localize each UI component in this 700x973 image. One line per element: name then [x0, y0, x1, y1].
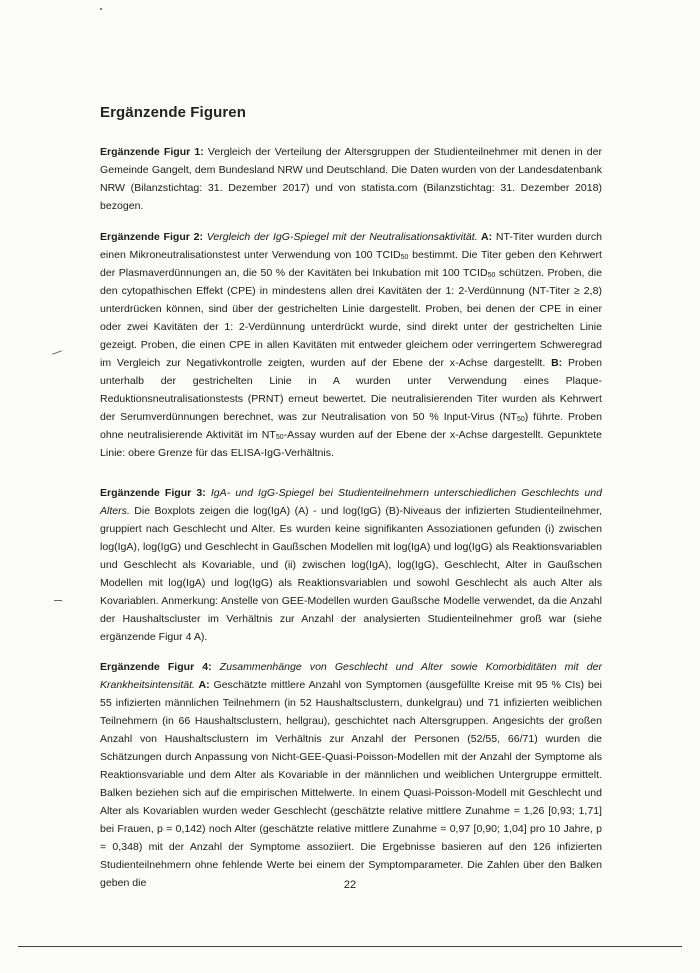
- figure-2-text: Proben unterhalb der gestrichelten Linie in A wurden unter Verwendung eines Plaque-Reduktionsneutralisationstests (PRNT) erneut bewertet. Die neutralisierenden Titer wurden als Kehrwert der Serumverdünnungen berechnet, was zur Neutralisation von 50 % Input-Virus (NT: [100, 357, 602, 423]
- figure-2-text: NT-Titer wurden durch einen Mikroneutralisationstest unter Verwendung von 100 TCID: [100, 231, 602, 261]
- subscript: 50: [400, 254, 409, 261]
- figure-3-text: Die Boxplots zeigen die log(IgA) (A) - und log(IgG) (B)-Niveaus der infizierten Studienteilnehmer, gruppiert nach Geschlecht und Alter. Es wurden keine signifikanten Assoziationen gefunden (i) zwischen log(IgA), log(IgG) und Geschlecht in Gaußschen Modellen mit log(IgA) und log(IgG) als Reaktionsvariablen und Geschlecht als Kovariable, und (ii) zwischen log(IgA), log(IgG), Geschlecht, Alter in Gaußschen Modellen mit log(IgA) und log(IgG) als Reaktionsvariablen und sowohl Geschlecht als auch Alter als Kovariablen. Anmerkung: Anstelle von GEE-Modellen wurden Gaußsche Modelle verwendet, da die Anzahl der Haushaltscluster im Verhältnis zur Anzahl der analysierten Studienteilnehmer groß war (siehe ergänzende Figur 4 A).: [100, 505, 602, 643]
- figure-4-title: Zusammenhänge von Geschlecht und Alter sowie Komorbiditäten mit der Krankheitsintensität.: [100, 661, 602, 691]
- figure-2-text: ) führte. Proben ohne neutralisierende Aktivität im NT: [100, 411, 602, 441]
- subscript: 50: [516, 416, 525, 423]
- figure-1-text: Vergleich der Verteilung der Altersgruppen der Studienteilnehmer mit denen in der Gemeinde Gangelt, dem Bundesland NRW und Deutschland. Die Daten wurden von der Landesdatenbank NRW (Bilanzstichtag: 31. Dezember 2017) und von statista.com (Bilanzstichtag: 31. Dezember 2018) bezogen.: [100, 146, 602, 212]
- figure-4-caption: [100, 658, 602, 892]
- figure-3-caption: [100, 484, 602, 646]
- bottom-rule: [18, 946, 682, 947]
- figure-3-label: Ergänzende Figur 3:: [100, 487, 206, 499]
- figure-3-title: IgA- und IgG-Spiegel bei Studienteilnehmern unterschiedlichen Geschlechts und Alters.: [100, 487, 602, 517]
- figure-2-title: Vergleich der IgG-Spiegel mit der Neutralisationsaktivität.: [202, 231, 478, 243]
- page-number: 22: [343, 879, 357, 891]
- figure-2-text: bestimmt. Die Titer geben den Kehrwert der Plasmaverdünnungen an, die 50 % der Kavitäten bei Inkubation mit 100 TCID: [100, 249, 602, 279]
- figure-2-text: schützen. Proben, die den cytopathischen Effekt (CPE) in mindestens allen drei Kavitäten der 1: 2-Verdünnung (NT-Titer ≥ 2,8) unterdrücken können, sind über der gestrichelten Linie dargestellt. Proben, bei denen der CPE in einer oder zwei Kavitäten der 1: 2-Verdünnung unterdrückt wurde, sind direkt unter der gestrichelten Linie gezeigt. Proben, die einen CPE in allen Kavitäten mit entweder gleichem oder verringertem Schweregrad im Vergleich zur Negativkontrolle zeigten, wurden auf der Ebene der x-Achse dargestellt.: [100, 267, 602, 369]
- subscript: 50: [275, 434, 284, 441]
- figure-2-text: -Assay wurden auf der Ebene der x-Achse dargestellt. Gepunktete Linie: obere Grenze für das ELISA-IgG-Verhältnis.: [100, 429, 603, 459]
- figure-2-panel-a-label: A:: [477, 231, 493, 243]
- figure-2-caption: [100, 228, 602, 462]
- scan-mark: [54, 600, 62, 601]
- section-heading: Ergänzende Figuren: [100, 104, 246, 121]
- figure-4-text: Geschätzte mittlere Anzahl von Symptomen (ausgefüllte Kreise mit 95 % CIs) bei 55 infizierten männlichen Teilnehmern (in 52 Haushaltsclustern, dunkelgrau) und 71 infizierten weiblichen Teilnehmern (in 66 Haushaltsclustern, hellgrau), geschichtet nach Altersgruppen. Angesichts der großen Anzahl von Haushaltsclustern im Verhältnis zur Anzahl der Personen (52/55, 66/71) wurden die Schätzungen durch Anpassung von Nicht-GEE-Quasi-Poisson-Modellen mit der Anzahl der Symptome als Reaktionsvariable und dem Alter als Kovariable in der männlichen und weiblichen Untergruppe ermittelt. Balken beziehen sich auf die empirischen Mittelwerte. In einem Quasi-Poisson-Modell mit Geschlecht und Alter als Kovariablen wurden weder Geschlecht (geschätzte relative mittlere Zunahme = 1,26 [0,93; 1,71] bei Frauen, p = 0,142) noch Alter (geschätzte relative mittlere Zunahme = 0,97 [0,90; 1,04] pro 10 Jahre, p = 0,348) mit der Anzahl der Symptome assoziiert. Die Ergebnisse basieren auf den 126 infizierten Studienteilnehmern ohne fehlende Werte bei einem der Symptomparameter. Die Zahlen über den Balken geben die: [100, 679, 603, 889]
- figure-4-panel-a-label: A:: [194, 679, 210, 691]
- figure-1-label: Ergänzende Figur 1:: [100, 146, 204, 158]
- scan-speck: [100, 8, 102, 10]
- subscript: 50: [487, 272, 496, 279]
- scan-mark: [52, 350, 62, 354]
- figure-2-label: Ergänzende Figur 2:: [100, 231, 203, 243]
- figure-4-label: Ergänzende Figur 4:: [100, 661, 212, 673]
- figure-1-caption: [100, 143, 602, 215]
- figure-2-panel-b-label: B:: [545, 357, 563, 369]
